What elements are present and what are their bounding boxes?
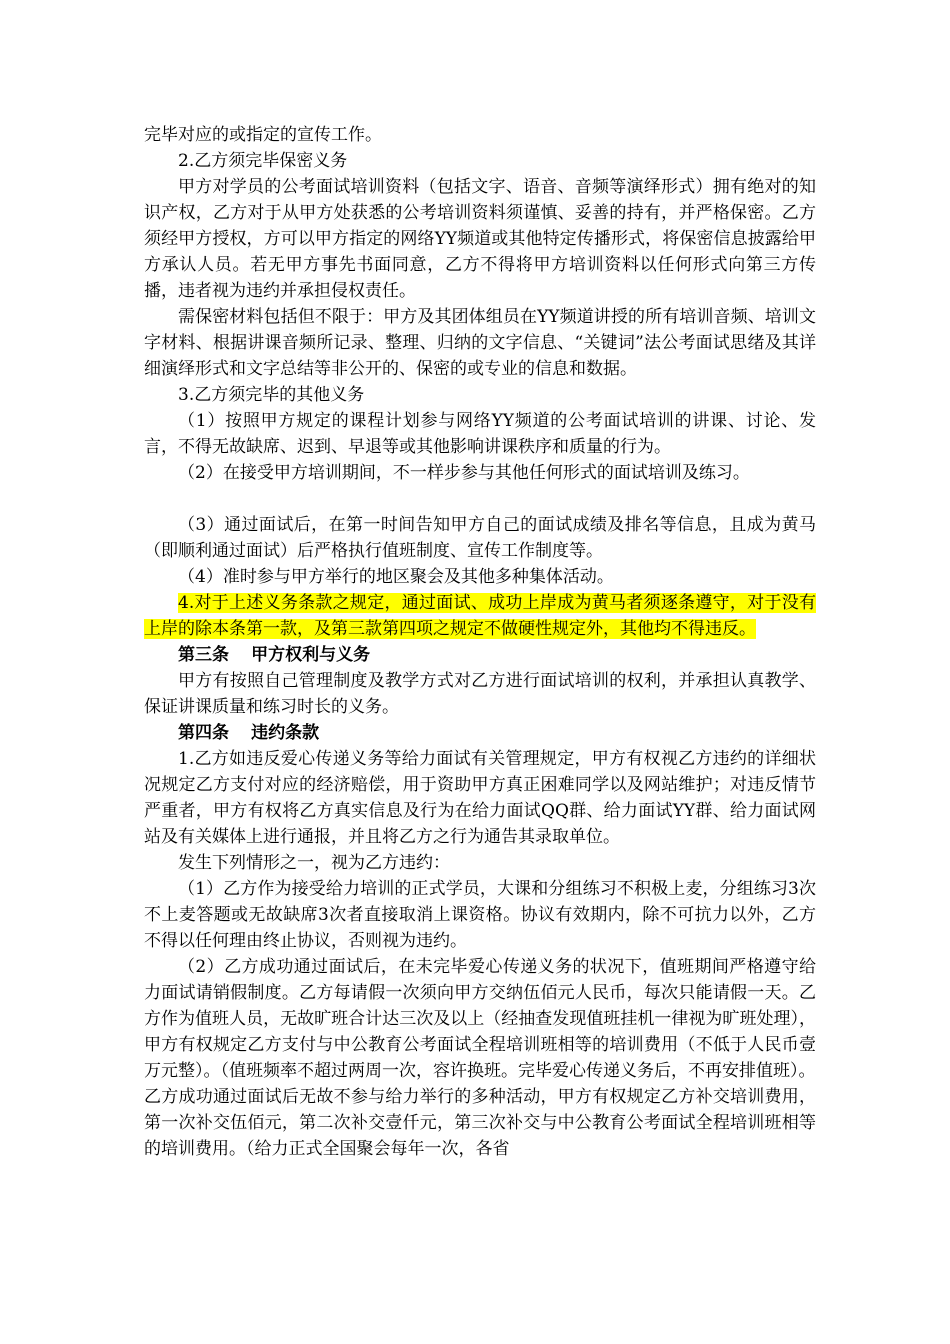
item-1: （1）按照甲方规定的课程计划参与网络YY频道的公考面试培训的讲课、讨论、发言，不得无故缺席、迟到、早退等或其他影响讲课秩序和质量的行为。 (144, 411, 816, 457)
paragraph-party-a-rights: 甲方有按照自己管理制度及教学方式对乙方进行面试培训的权利，并承担认真教学、保证讲课质量和练习时长的义务。 (144, 671, 816, 717)
paragraph-activities: 乙方成功通过面试后无故不参与给力举行的多种活动，甲方有权规定乙方补交培训费用，第一次补交伍佰元，第二次补交壹仟元，第三次补交与中公教育公考面试全程培训班相等的培训费用。（给力正式全国聚会每年一次，各省 (144, 1087, 816, 1159)
article-4-label: 第四条 (178, 723, 229, 743)
article-3-heading (144, 642, 816, 668)
highlight-text: 4.对于上述义务条款之规定，通过面试、成功上岸成为黄马者须逐条遵守，对于没有上岸的除本条第一款，及第三款第四项之规定不做硬性规定外，其他均不得违反。 (144, 593, 816, 639)
paragraph-breach-intro: 发生下列情形之一，视为乙方违约： (178, 853, 450, 873)
paragraph-confidential-materials: 需保密材料包括但不限于：甲方及其团体组员在YY频道讲授的所有培训音频、培训文字材料、根据讲课音频所记录、整理、归纳的文字信息、“关键词”法公考面试思绪及其详细演绎形式和文字总结等非公开的、保密的或专业的信息和数据。 (144, 307, 816, 379)
article-3-title: 甲方权利与义务 (251, 645, 371, 665)
breach-item-2: （2）乙方成功通过面试后，在未完毕爱心传递义务的状况下，值班期间严格遵守给力面试请销假制度。乙方每请假一次须向甲方交纳伍佰元人民币，每次只能请假一天。乙方作为值班人员，无故旷班合计达三次及以上（经抽查发现值班挂机一律视为旷班处理），甲方有权规定乙方支付与中公教育公考面试全程培训班相等的培训费用（不低于人民币壹万元整）。（值班频率不超过两周一次，容许换班。完毕爱心传递义务后，不再安排值班）。 (144, 957, 816, 1081)
document-body (144, 122, 816, 1162)
article-3-label: 第三条 (178, 645, 229, 665)
item-3: （3）通过面试后，在第一时间告知甲方自己的面试成绩及排名等信息，且成为黄马（即顺利通过面试）后严格执行值班制度、宣传工作制度等。 (144, 515, 816, 561)
article-4-title: 违约条款 (251, 723, 320, 743)
clause-4-highlighted (144, 590, 816, 642)
paragraph-ip-rights: 甲方对学员的公考面试培训资料（包括文字、语音、音频等演绎形式）拥有绝对的知识产权，乙方对于从甲方处获悉的公考培训资料须谨慎、妥善的持有，并严格保密。乙方须经甲方授权，方可以甲方指定的网络YY频道或其他特定传播形式，将保密信息披露给甲方承认人员。若无甲方事先书面同意，乙方不得将甲方培训资料以任何形式向第三方传播，违者视为违约并承担侵权责任。 (144, 177, 816, 301)
paragraph-continuation: 完毕对应的或指定的宣传工作。 (144, 125, 382, 145)
blank-line (144, 486, 816, 512)
breach-item-1: （1）乙方作为接受给力培训的正式学员，大课和分组练习不积极上麦，分组练习3次不上麦答题或无故缺席3次者直接取消上课资格。协议有效期内，除不可抗力以外，乙方不得以任何理由终止协议，否则视为违约。 (144, 879, 816, 951)
item-2: （2）在接受甲方培训期间，不一样步参与其他任何形式的面试培训及练习。 (178, 463, 750, 483)
article-4-heading (144, 720, 816, 746)
item-4: （4）准时参与甲方举行的地区聚会及其他多种集体活动。 (178, 567, 614, 587)
clause-3-title: 3.乙方须完毕的其他义务 (178, 385, 365, 405)
clause-2-title: 2.乙方须完毕保密义务 (178, 151, 348, 171)
paragraph-breach-1: 1.乙方如违反爱心传递义务等给力面试有关管理规定，甲方有权视乙方违约的详细状况规定乙方支付对应的经济赔偿，用于资助甲方真正困难同学以及网站维护；对违反情节严重者，甲方有权将乙方真实信息及行为在给力面试QQ群、给力面试YY群、给力面试网站及有关媒体上进行通报，并且将乙方之行为通告其录取单位。 (144, 749, 816, 847)
